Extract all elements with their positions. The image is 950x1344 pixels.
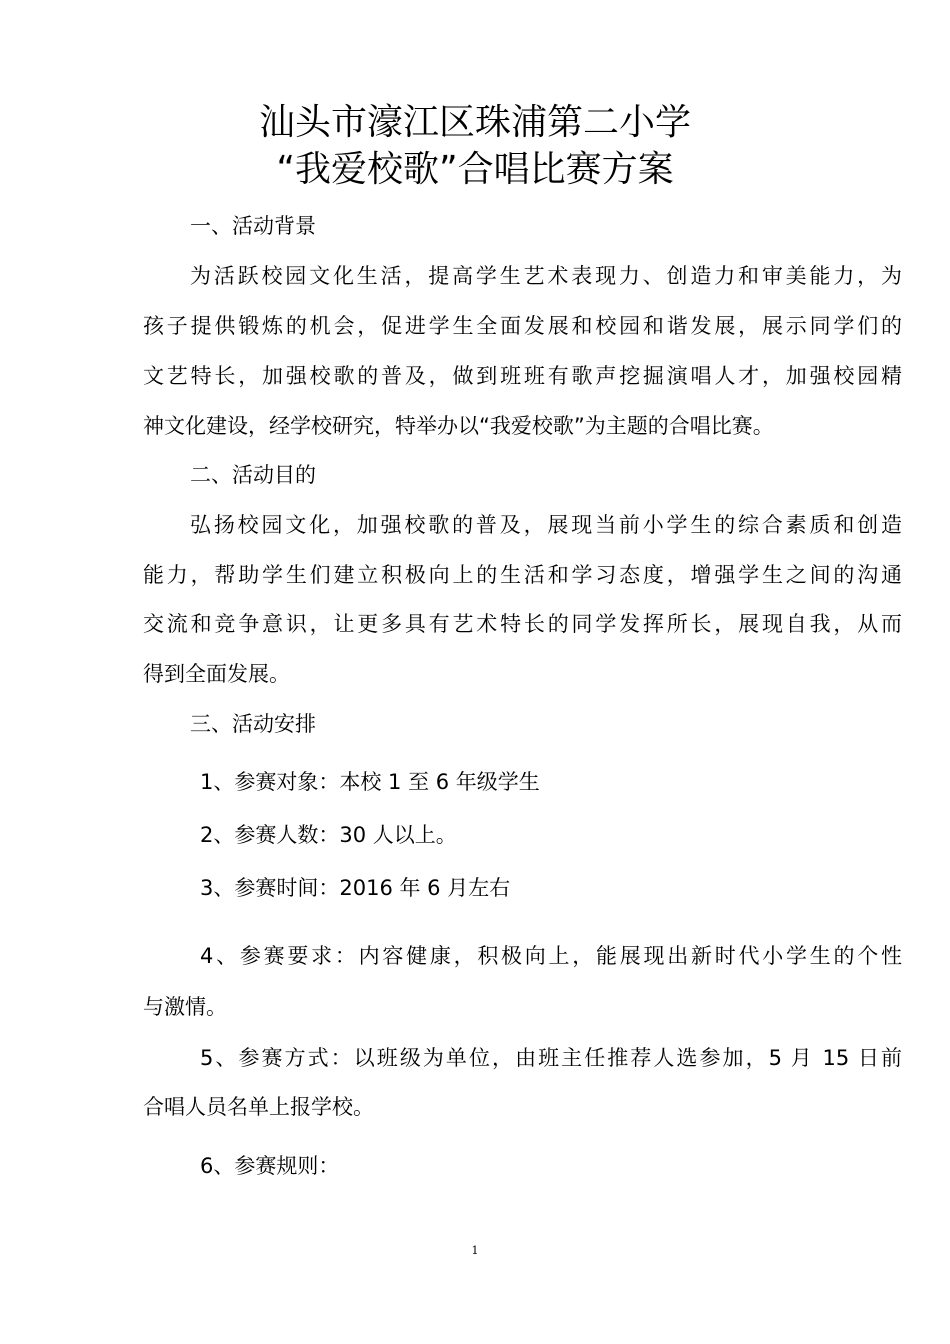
purpose-paragraph-line: 交流和竞争意识，让更多具有艺术特长的同学发挥所长，展现自我，从而	[143, 612, 902, 636]
arrangement-item-method: 5、参赛方式：以班级为单位，由班主任推荐人选参加，5 月 15 日前	[200, 1046, 902, 1070]
arrangement-item-headcount: 2、参赛人数：30 人以上。	[200, 823, 457, 847]
document-title-line-2: “我爱校歌”合唱比赛方案	[276, 149, 674, 190]
arrangement-item-participants: 1、参赛对象：本校 1 至 6 年级学生	[200, 770, 540, 794]
document-title-line-1: 汕头市濠江区珠浦第二小学	[258, 102, 691, 143]
section-heading-arrangement: 三、活动安排	[190, 712, 316, 736]
background-paragraph-line: 为活跃校园文化生活，提高学生艺术表现力、创造力和审美能力，为	[190, 264, 902, 288]
arrangement-item-requirements: 4、参赛要求：内容健康，积极向上，能展现出新时代小学生的个性	[200, 944, 902, 968]
purpose-paragraph-line: 能力，帮助学生们建立积极向上的生活和学习态度，增强学生之间的沟通	[143, 563, 902, 587]
purpose-paragraph-line: 弘扬校园文化，加强校歌的普及，展现当前小学生的综合素质和创造	[190, 513, 902, 537]
arrangement-item-method-cont: 合唱人员名单上报学校。	[143, 1095, 374, 1119]
purpose-paragraph-line: 得到全面发展。	[143, 662, 290, 686]
background-paragraph-line: 神文化建设，经学校研究，特举办以“我爱校歌”为主题的合唱比赛。	[143, 414, 774, 438]
arrangement-item-requirements-cont: 与激情。	[143, 995, 227, 1019]
section-heading-purpose: 二、活动目的	[190, 463, 316, 487]
background-paragraph-line: 孩子提供锻炼的机会，促进学生全面发展和校园和谐发展，展示同学们的	[143, 314, 902, 338]
background-paragraph-line: 文艺特长，加强校歌的普及，做到班班有歌声挖掘演唱人才，加强校园精	[143, 364, 902, 388]
arrangement-item-time: 3、参赛时间：2016 年 6 月左右	[200, 876, 511, 900]
arrangement-item-rules: 6、参赛规则：	[200, 1154, 340, 1178]
page-number: 1	[471, 1244, 479, 1257]
section-heading-background: 一、活动背景	[190, 214, 316, 238]
